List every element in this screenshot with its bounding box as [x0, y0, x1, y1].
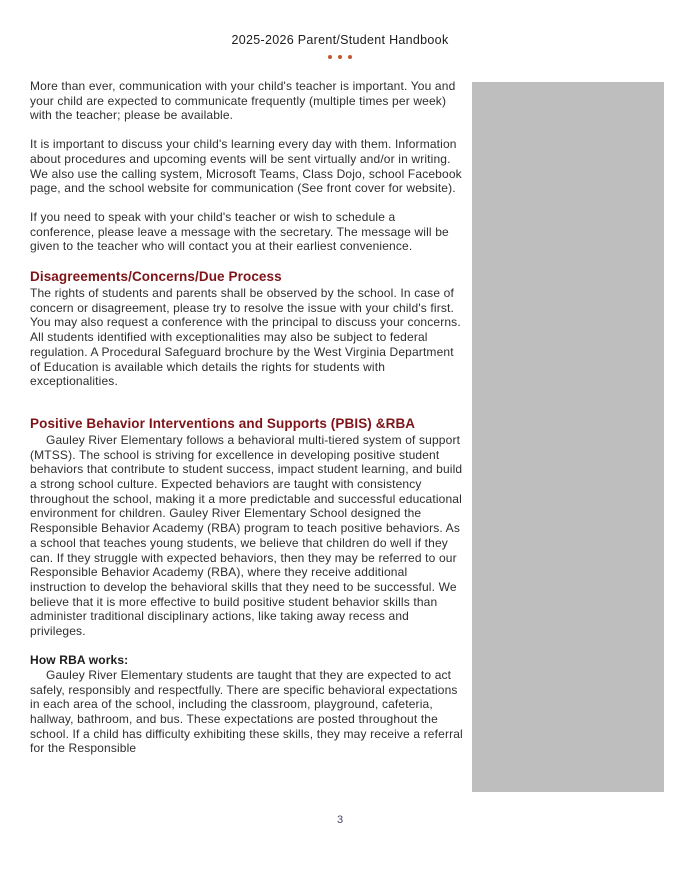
heading-disagreements-concerns-due-process: Disagreements/Concerns/Due Process [30, 269, 282, 285]
paragraph-teacher-communication: More than ever, communication with your child's teacher is important. You and your child are expected to communicate frequently (multiple times per week) with the teacher; please be available. [30, 79, 456, 123]
separator-dot-icon [348, 55, 352, 59]
paragraph-daily-learning: It is important to discuss your child's learning every day with them. Information about procedures and upcoming events will be sent virtually and/or in writing. We also use the calling system, Microsoft Teams, Class Dojo, school Facebook page, and the school website for communication (See front cover for website). [30, 137, 462, 196]
paragraph-schedule-conference: If you need to speak with your child's teacher or wish to schedule a conference, please leave a message with the secretary. The message will be given to the teacher who will contact you at their earliest convenience. [30, 209, 449, 254]
separator-dot-icon [338, 55, 342, 59]
paragraph-pbis-overview: Gauley River Elementary follows a behavioral multi-tiered system of support (MTSS). The school is striving for excellence in developing positive student behaviors that contribute to student success, impact student learning, and build a strong school culture. Expected behaviors are taught with consistency throughout the school, making it a more predictable and successful educational environment for children. Gauley River Elementary School designed the Responsible Behavior Academy (RBA) program to teach positive behaviors. As a school that teaches young students, we believe that children do well if they can. If they struggle with expected behaviors, then they may be referred to our Responsible Behavior Academy (RBA), where they receive additional instruction to develop the behavioral skills that they need to be successful. We believe that it is more effective to build positive student behavior skills than administer traditional disciplinary actions, like taking away recess and privileges. [30, 432, 463, 639]
redacted-image-placeholder [472, 82, 664, 792]
separator-dots-icon [0, 55, 680, 59]
subheading-how-rba-works: How RBA works: [30, 652, 129, 667]
page-footer [0, 810, 680, 828]
heading-pbis-rba: Positive Behavior Interventions and Supports (PBIS) &RBA [30, 415, 416, 431]
paragraph-rba-expectations: Gauley River Elementary students are taught that they are expected to act safely, responsibly and respectfully. There are specific behavioral expectations in each area of the school, including the classroom, playground, cafeteria, hallway, bathroom, and bus. These expectations are posted throughout the school. If a child has difficulty exhibiting these skills, they may receive a referral for the Responsible [30, 667, 463, 756]
separator-dot-icon [328, 55, 332, 59]
page-header [0, 33, 680, 59]
paragraph-due-process: The rights of students and parents shall be observed by the school. In case of concern or disagreement, please try to resolve the issue with your child's first. You may also request a conference with the principal to discuss your concerns. All students identified with exceptionalities may also be subject to federal regulation. A Procedural Safeguard brochure by the West Virginia Department of Education is available which details the rights for students with exceptionalities. [30, 286, 461, 389]
document-title: 2025-2026 Parent/Student Handbook [231, 33, 449, 47]
page-number: 3 [336, 814, 344, 826]
body-column [30, 79, 463, 770]
